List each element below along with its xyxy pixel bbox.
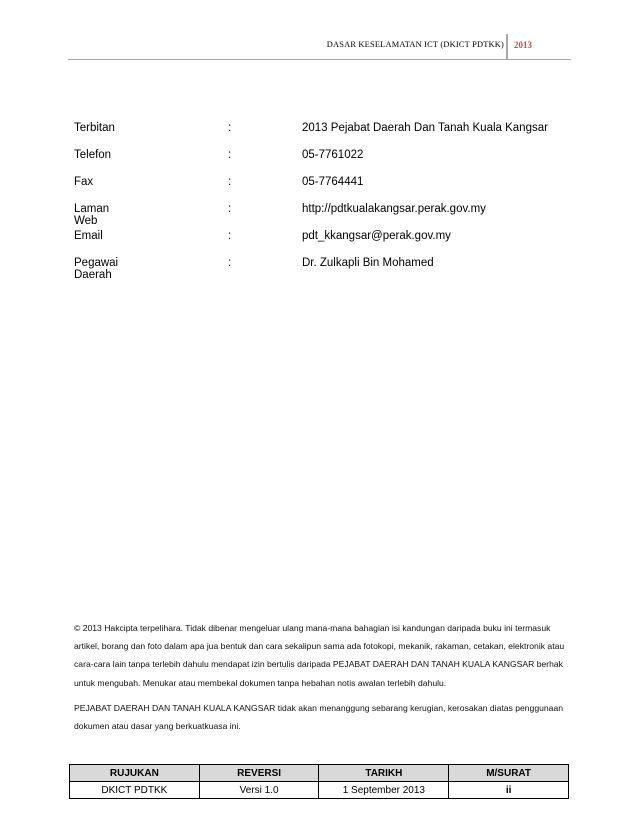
info-value: 05-7761022 [302,149,364,161]
info-separator: : [228,122,232,134]
reference-value: DKICT PDTKK [70,782,200,799]
copyright-paragraph: © 2013 Hakcipta terpelihara. Tidak dibenar mengeluar ulang mana-mana bahagian isi kandungan daripada buku ini termasuk artikel, borang dan foto dalam apa jua bentuk dan cara sekalipun sama ada fotokopi, mekanik, rakaman, cetakan, elektronik atau cara-cara lain tanpa terlebih dahulu mendapat izin bertulis daripada PEJABAT DAERAH DAN TANAH KUALA KANGSAR berhak untuk mengubah. Menukar atau membekal dokumen tanpa hebahan notis awalan terlebih dahulu. [74,623,565,688]
info-label: Email [74,230,103,242]
disclaimer-paragraph: PEJABAT DAERAH DAN TANAH KUALA KANGSAR tidak akan menanggung sebarang kerugian, kerosakan diatas penggunaan dokumen atau dasar yang berkuatkuasa ini. [74,702,563,732]
info-separator: : [228,149,232,161]
document-reference-table [69,764,569,799]
info-value: 2013 Pejabat Daerah Dan Tanah Kuala Kangsar [302,122,548,134]
info-label: Telefon [74,149,112,161]
info-label: Pegawai Daerah [74,257,119,281]
date-value: 1 September 2013 [319,782,449,799]
column-header-revision: REVERSI [199,765,319,782]
footer-value-row [70,782,569,799]
info-label: Laman Web [74,203,110,227]
info-separator: : [228,257,232,269]
column-header-page: M/SURAT [449,765,569,782]
info-value: 05-7764441 [302,176,364,188]
header-year: 2013 [514,40,532,50]
footer-header-row [70,765,569,782]
column-header-date: TARIKH [319,765,449,782]
info-separator: : [228,176,232,188]
column-header-reference: RUJUKAN [70,765,200,782]
email-link[interactable]: pdt_kkangsar@perak.gov.my [302,230,451,242]
info-separator: : [228,230,232,242]
header-title: DASAR KESELAMATAN ICT (DKICT PDTKK) [326,40,504,49]
revision-value: Versi 1.0 [199,782,319,799]
info-separator: : [228,203,232,215]
header-divider [506,34,508,60]
website-link[interactable]: http://pdtkualakangsar.perak.gov.my [302,203,486,215]
header-rule [68,59,571,60]
page-value: ii [449,782,569,799]
info-label: Fax [74,176,94,188]
info-value: Dr. Zulkapli Bin Mohamed [302,257,434,269]
copyright-notice [74,619,574,735]
info-label: Terbitan [74,122,115,134]
